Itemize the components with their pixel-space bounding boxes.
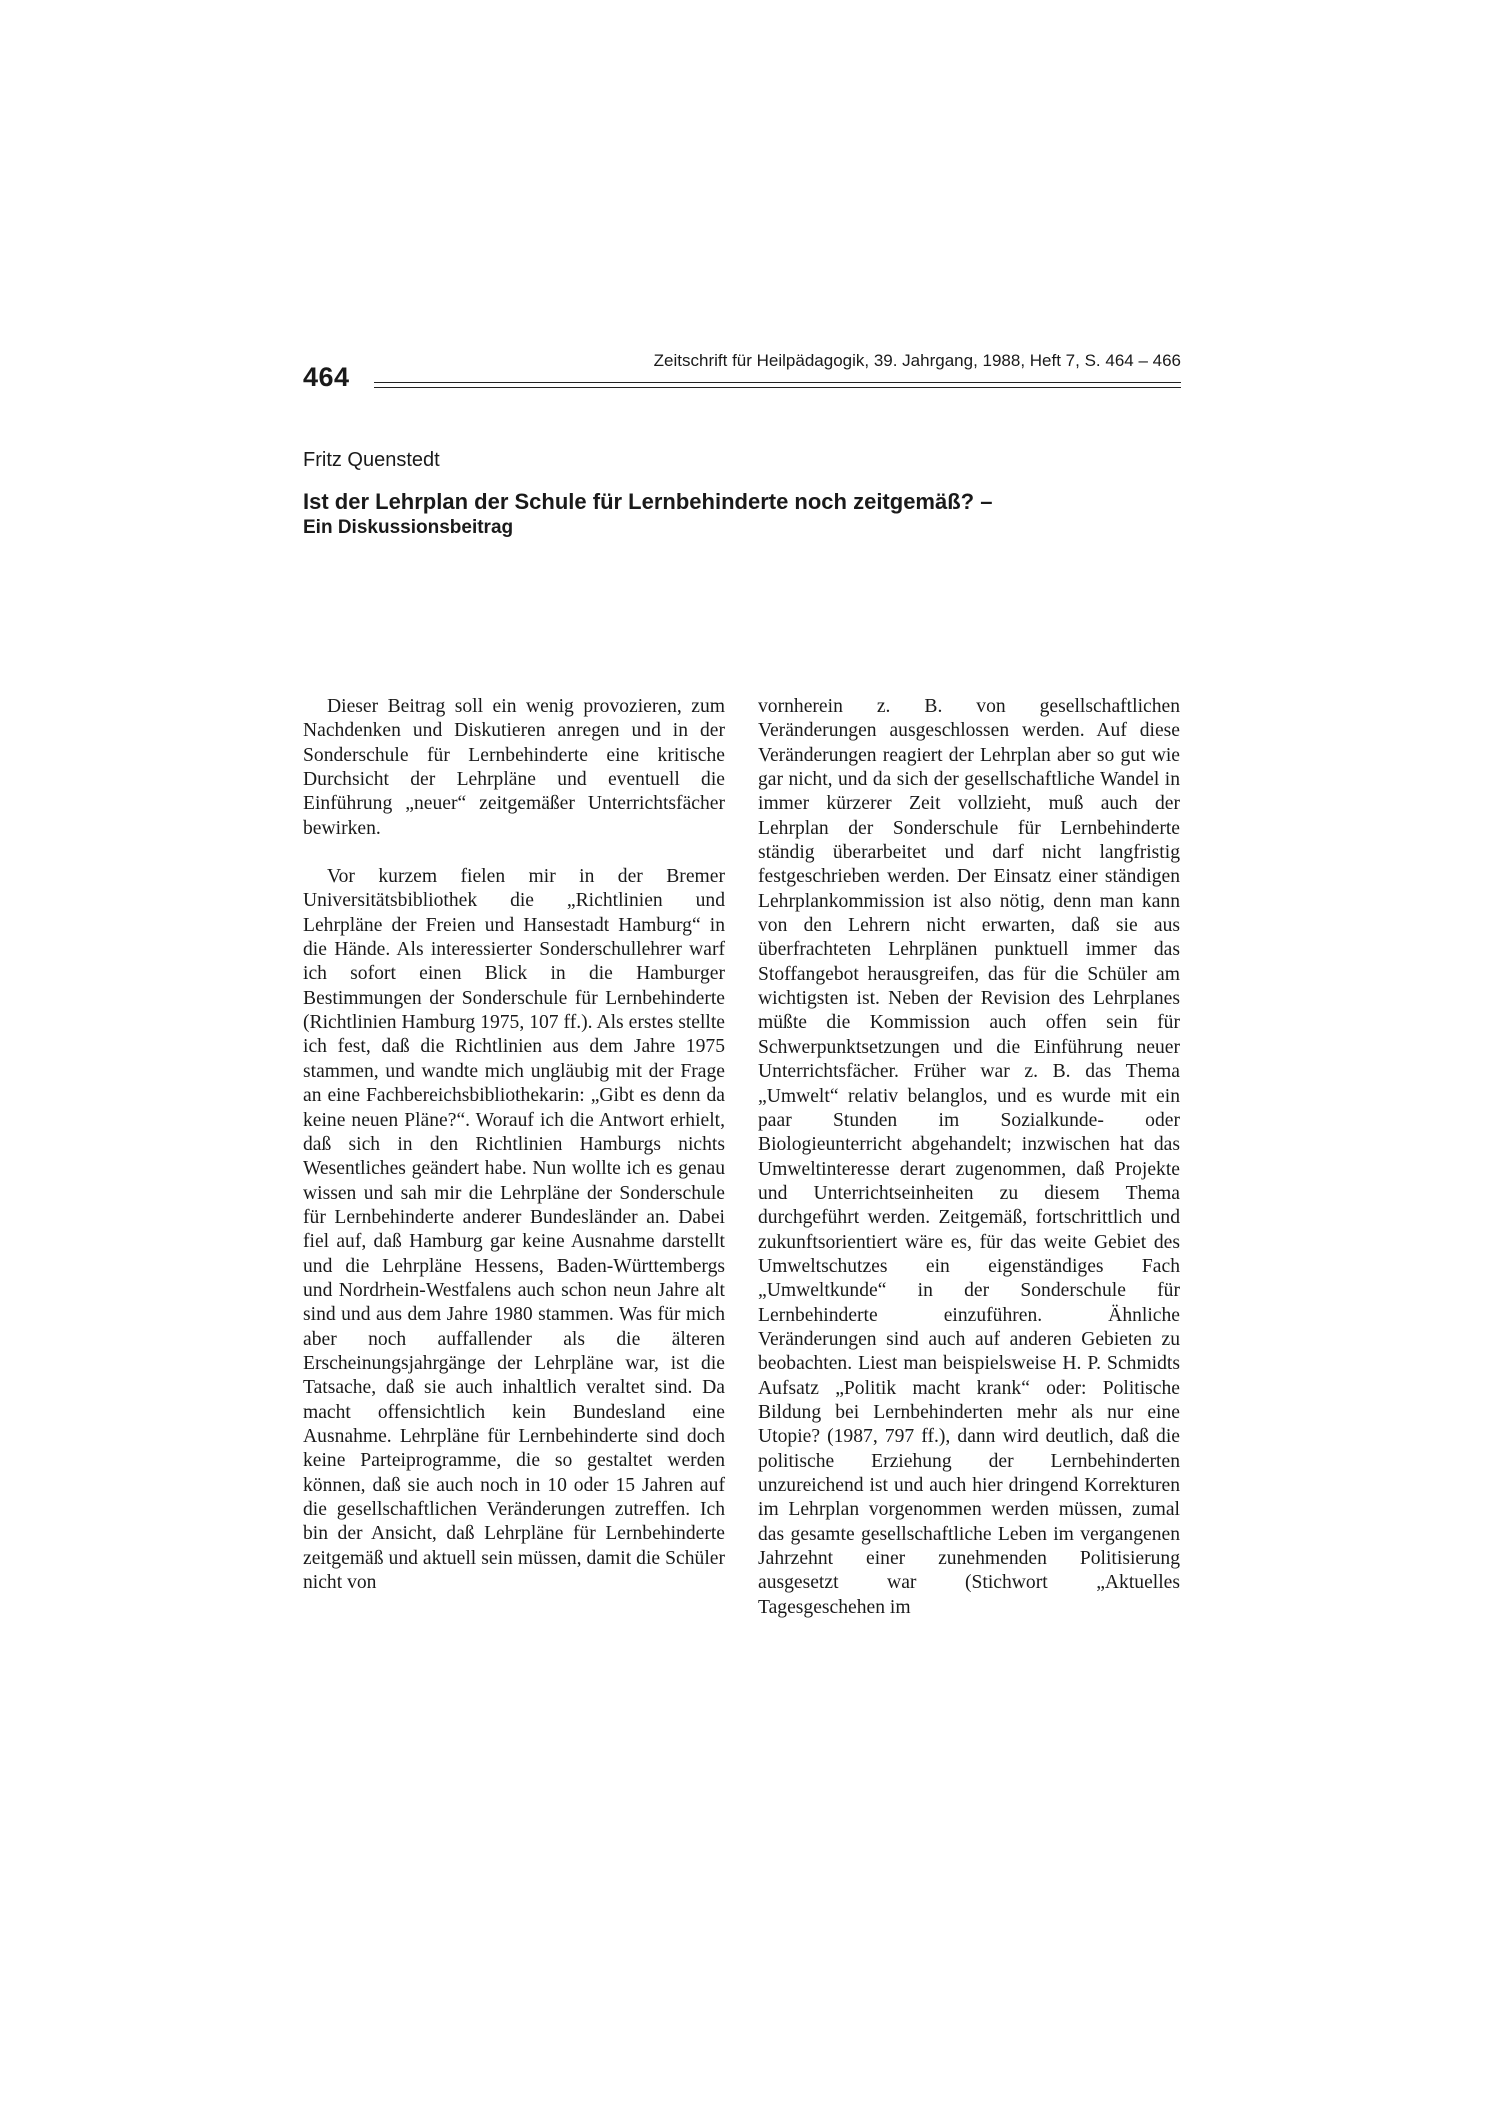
header-rule-top [374,382,1181,383]
text-column-right [758,695,1180,1620]
paragraph-main: Vor kurzem fielen mir in der Bremer Universitätsbibliothek die „Richtlinien und Lehrpläne der Freien und Hansestadt Hamburg“ in die Hände. Als interessierter Sonderschullehrer warf ich sofort einen Blick in die Hamburger Bestimmungen der Sonderschule für Lernbehinderte (Richtlinien Hamburg 1975, 107 ff.). Als erstes stellte ich fest, daß die Richtlinien aus dem Jahre 1975 stammen, und wandte mich ungläubig mit der Frage an eine Fachbereichsbibliothekarin: „Gibt es denn da keine neuen Pläne?“. Worauf ich die Antwort erhielt, daß sich in den Richtlinien Hamburgs nichts Wesentliches geändert habe. Nun wollte ich es genau wissen und sah mir die Lehrpläne der Sonderschule für Lernbehinderte anderer Bundesländer an. Dabei fiel auf, daß Hamburg gar keine Ausnahme darstellt und die Lehrpläne Hessens, Baden-Württembergs und Nordrhein-Westfalens auch schon neun Jahre alt sind und aus dem Jahre 1980 stammen. Was für mich aber noch auffallender als die älteren Erscheinungsjahrgänge der Lehrpläne war, ist die Tatsache, daß sie auch inhaltlich veraltet sind. Da macht offensichtlich kein Bundesland eine Ausnahme. Lehrpläne für Lernbehinderte sind doch keine Parteiprogramme, die so gestaltet werden können, daß sie auch noch in 10 oder 15 Jahren auf die gesellschaftlichen Veränderungen zutreffen. Ich bin der Ansicht, daß Lehrpläne für Lernbehinderte zeitgemäß und aktuell sein müssen, damit die Schüler nicht von [303,866,725,1594]
paragraph-intro: Dieser Beitrag soll ein wenig provozieren, zum Nachdenken und Diskutieren anregen und in der Sonderschule für Lernbehinderte eine kritische Durchsicht der Lehrpläne und eventuell die Einführung „neuer“ zeitgemäßer Unterrichtsfächer bewirken. [303,696,725,839]
author-name: Fritz Quenstedt [303,449,440,471]
page-number: 464 [303,362,350,392]
article-subtitle: Ein Diskussionsbeitrag [303,517,514,538]
text-column-left [303,695,725,1595]
journal-reference: Zeitschrift für Heilpädagogik, 39. Jahrgang, 1988, Heft 7, S. 464 – 466 [653,351,1181,370]
article-title: Ist der Lehrplan der Schule für Lernbehinderte noch zeitgemäß? – [303,489,993,514]
header-rule-bottom [374,387,1181,388]
paragraph-continued: vornherein z. B. von gesellschaftlichen Veränderungen ausgeschlossen werden. Auf diese Veränderungen reagiert der Lehrplan aber so gut wie gar nicht, und da sich der gesellschaftliche Wandel in immer kürzerer Zeit vollzieht, muß auch der Lehrplan der Sonderschule für Lernbehinderte ständig überarbeitet und darf nicht langfristig festgeschrieben werden. Der Einsatz einer ständigen Lehrplankommission ist also nötig, denn man kann von den Lehrern nicht erwarten, daß sie aus überfrachteten Lehrplänen punktuell immer das Stoffangebot herausgreifen, das für die Schüler am wichtigsten ist. Neben der Revision des Lehrplanes müßte die Kommission auch offen sein für Schwerpunktsetzungen und die Einführung neuer Unterrichtsfächer. Früher war z. B. das Thema „Umwelt“ relativ belanglos, und es wurde mit ein paar Stunden im Sozialkunde- oder Biologieunterricht abgehandelt; inzwischen hat das Umweltinteresse derart zugenommen, daß Projekte und Unterrichtseinheiten zu diesem Thema durchgeführt werden. Zeitgemäß, fortschrittlich und zukunftsorientiert wäre es, für das weite Gebiet des Umweltschutzes ein eigenständiges Fach „Umweltkunde“ in der Sonderschule für Lernbehinderte einzuführen. Ähnliche Veränderungen sind auch auf anderen Gebieten zu beobachten. Liest man beispielsweise H. P. Schmidts Aufsatz „Politik macht krank“ oder: Politische Bildung bei Lernbehinderten mehr als nur eine Utopie? (1987, 797 ff.), dann wird deutlich, daß die politische Erziehung der Lernbehinderten unzureichend ist und auch hier dringend Korrekturen im Lehrplan vorgenommen werden müssen, zumal das gesamte gesellschaftliche Leben im vergangenen Jahrzehnt einer zunehmenden Politisierung ausgesetzt war (Stichwort „Aktuelles Tagesgeschehen im [758,696,1180,1618]
